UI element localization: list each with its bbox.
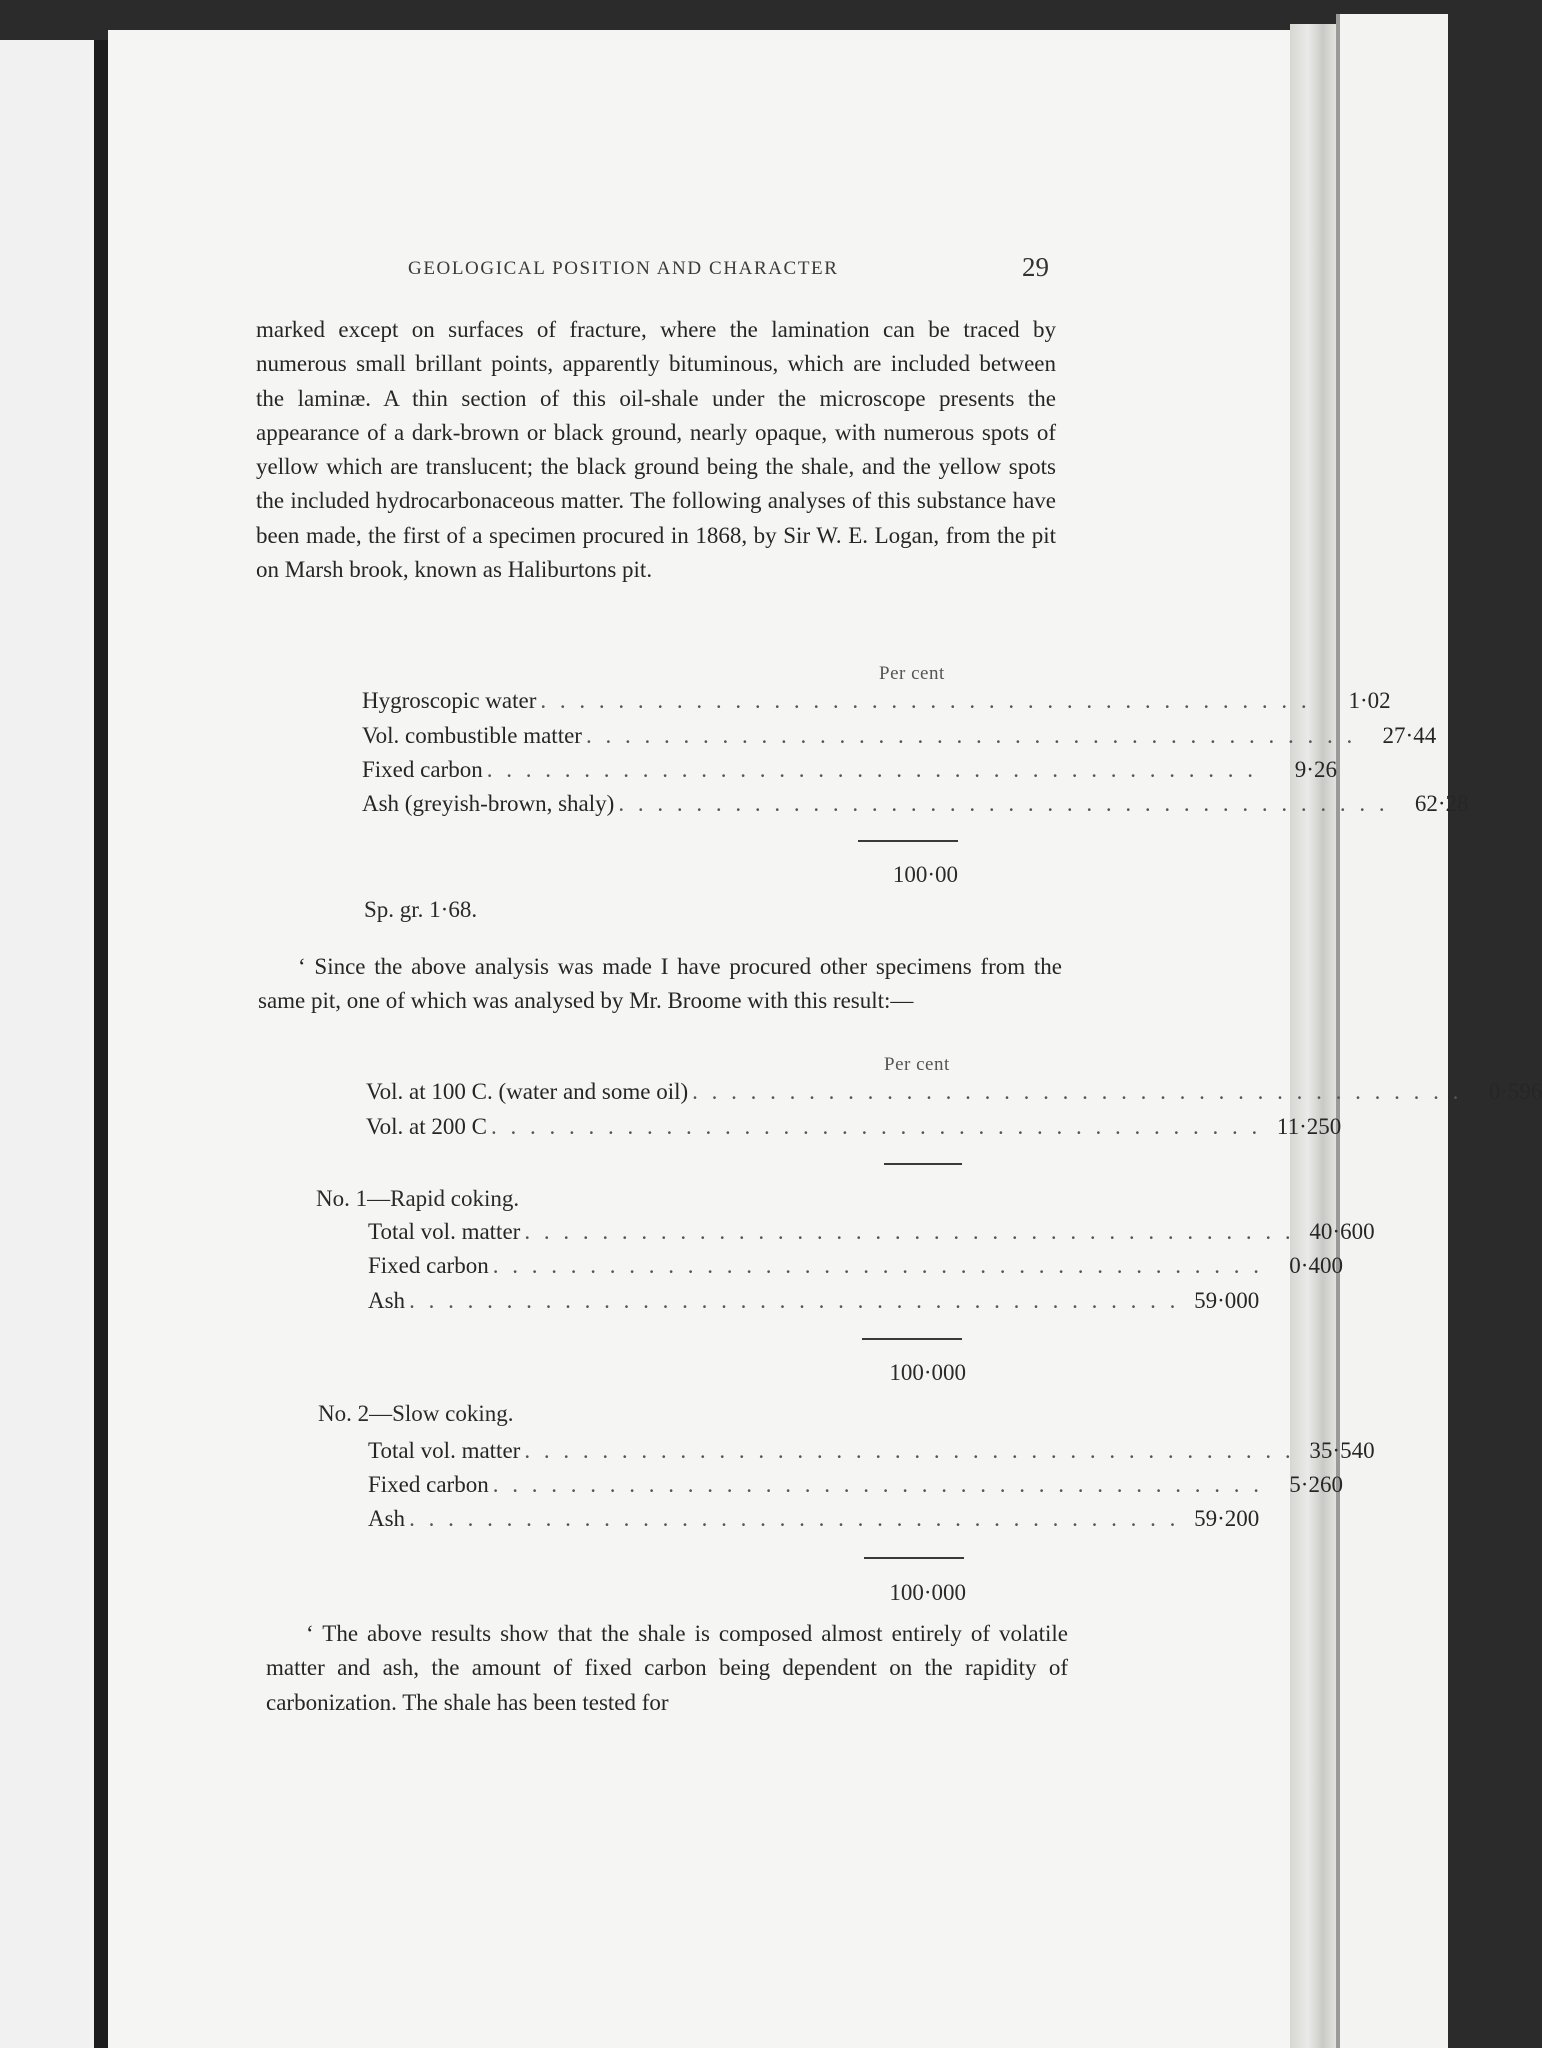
dot-leader: . . . . . . . . . . . . . . . . . . . . . . . . . . . . . . . . . . . . . . . . bbox=[486, 757, 1257, 782]
table-total: 100·000 bbox=[889, 1360, 966, 1385]
row-value: 1·02 bbox=[1348, 688, 1391, 713]
dot-leader: . . . . . . . . . . . . . . . . . . . . . . . . . . . . . . . . . . . . . . . . bbox=[524, 1438, 1295, 1463]
dot-leader: . . . . . . . . . . . . . . . . . . . . . . . . . . . . . . . . . . . . . . . . bbox=[490, 1114, 1262, 1139]
per-cent-heading: Per cent bbox=[879, 663, 945, 684]
sum-rule bbox=[864, 1557, 964, 1559]
row-label: Ash (greyish-brown, shaly) bbox=[362, 791, 615, 816]
row-value: 0·596 bbox=[1488, 1079, 1542, 1104]
row-label: Total vol. matter bbox=[368, 1438, 521, 1463]
row-value: 5·260 bbox=[1289, 1472, 1343, 1497]
table-row bbox=[362, 723, 1437, 757]
paragraph-text: ‘ The above results show that the shale is composed almost entirely of volatile matter and ash, the amount of fixed carbon being dependent on the rapidity of carbonization. The shale has been tested for bbox=[266, 1621, 1068, 1715]
row-value: 0·400 bbox=[1289, 1253, 1343, 1278]
row-value: 62·28 bbox=[1414, 791, 1469, 816]
row-value: 40·600 bbox=[1309, 1219, 1375, 1244]
dot-leader: . . . . . . . . . . . . . . . . . . . . . . . . . . . . . . . . . . . . . . . . bbox=[492, 1472, 1263, 1497]
table-row bbox=[362, 757, 1337, 791]
paragraph-broome bbox=[258, 950, 1062, 1019]
row-value: 27·44 bbox=[1382, 723, 1437, 748]
book-gutter bbox=[94, 40, 108, 2048]
row-label: Fixed carbon bbox=[368, 1472, 489, 1497]
row-label: Fixed carbon bbox=[368, 1253, 489, 1278]
per-cent-heading: Per cent bbox=[884, 1054, 950, 1075]
sum-rule bbox=[858, 840, 958, 842]
table-total: 100·000 bbox=[889, 1580, 966, 1605]
row-label: Vol. at 200 C bbox=[366, 1114, 487, 1139]
back-cover-board bbox=[1340, 14, 1448, 2048]
row-label: Vol. combustible matter bbox=[362, 723, 582, 748]
sum-rule bbox=[862, 1338, 962, 1340]
paragraph-text: ‘ Since the above analysis was made I have procured other specimens from the same pit, one of which was analysed by Mr. Broome with this result:— bbox=[258, 954, 1062, 1014]
dot-leader: . . . . . . . . . . . . . . . . . . . . . . . . . . . . . . . . . . . . . . . . bbox=[692, 1079, 1463, 1104]
row-value: 59·200 bbox=[1194, 1506, 1260, 1531]
table-row bbox=[368, 1472, 1343, 1506]
sum-rule bbox=[884, 1163, 962, 1165]
table-row bbox=[366, 1079, 1542, 1113]
table-row bbox=[368, 1288, 1260, 1322]
dot-leader: . . . . . . . . . . . . . . . . . . . . . . . . . . . . . . . . . . . . . . . . bbox=[409, 1288, 1180, 1313]
paragraph-conclusion bbox=[266, 1617, 1068, 1720]
table-row bbox=[368, 1506, 1260, 1540]
table-row bbox=[368, 1253, 1343, 1287]
section-heading: No. 1—Rapid coking. bbox=[316, 1186, 520, 1211]
dot-leader: . . . . . . . . . . . . . . . . . . . . . . . . . . . . . . . . . . . . . . . . bbox=[524, 1219, 1295, 1244]
running-head: GEOLOGICAL POSITION AND CHARACTER bbox=[408, 258, 839, 279]
table-row bbox=[368, 1219, 1375, 1253]
page-number: 29 bbox=[1022, 252, 1049, 282]
row-label: Fixed carbon bbox=[362, 757, 483, 782]
dot-leader: . . . . . . . . . . . . . . . . . . . . . . . . . . . . . . . . . . . . . . . . bbox=[409, 1506, 1180, 1531]
paragraph-intro: marked except on surfaces of fracture, where the lamination can be traced by numerous small brillant points, apparently bituminous, which are included between the laminæ. A thin section of this oil-shale under the microscope presents the appearance of a dark-brown or black ground, nearly opaque, with numerous spots of yellow which are translucent; the black ground being the shale, and the yellow spots the included hydrocarbonaceous matter. The following analyses of this substance have been made, the first of a specimen procured in 1868, by Sir W. E. Logan, from the pit on Marsh brook, known as Haliburtons pit. bbox=[256, 317, 1056, 583]
section-heading: No. 2—Slow coking. bbox=[318, 1401, 514, 1426]
table-total: 100·00 bbox=[892, 862, 958, 887]
table-row bbox=[366, 1114, 1342, 1148]
row-label: Hygroscopic water bbox=[362, 688, 537, 713]
row-value: 11·250 bbox=[1276, 1114, 1342, 1139]
row-label: Ash bbox=[368, 1506, 406, 1531]
row-label: Vol. at 100 C. (water and some oil) bbox=[366, 1079, 689, 1104]
dot-leader: . . . . . . . . . . . . . . . . . . . . . . . . . . . . . . . . . . . . . . . . bbox=[618, 791, 1389, 816]
specific-gravity: Sp. gr. 1·68. bbox=[364, 897, 478, 922]
top-background bbox=[0, 0, 1448, 30]
facing-page-edge bbox=[0, 40, 96, 2048]
table-row bbox=[362, 688, 1391, 722]
table-row bbox=[368, 1438, 1375, 1472]
row-value: 35·540 bbox=[1309, 1438, 1375, 1463]
dot-leader: . . . . . . . . . . . . . . . . . . . . . . . . . . . . . . . . . . . . . . . . bbox=[540, 688, 1311, 713]
row-value: 59·000 bbox=[1194, 1288, 1260, 1313]
row-label: Ash bbox=[368, 1288, 406, 1313]
table-row bbox=[362, 791, 1469, 825]
row-label: Total vol. matter bbox=[368, 1219, 521, 1244]
dot-leader: . . . . . . . . . . . . . . . . . . . . . . . . . . . . . . . . . . . . . . . . bbox=[492, 1253, 1263, 1278]
row-value: 9·26 bbox=[1294, 757, 1337, 782]
dot-leader: . . . . . . . . . . . . . . . . . . . . . . . . . . . . . . . . . . . . . . . . bbox=[585, 723, 1357, 748]
